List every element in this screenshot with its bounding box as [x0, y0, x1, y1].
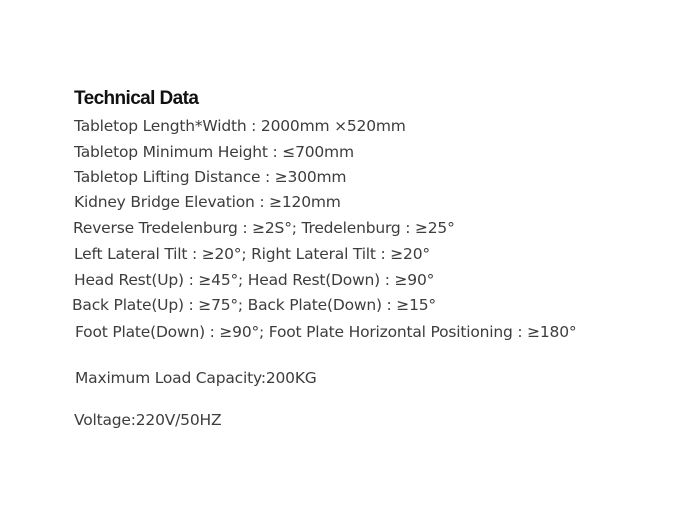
spec-foot-plate: Foot Plate(Down) : ≥90°; Foot Plate Horizontal Positioning : ≥180° [75, 323, 577, 341]
section-title: Technical Data [74, 88, 199, 109]
spec-lifting-distance: Tabletop Lifting Distance : ≥300mm [74, 168, 347, 186]
spec-tabletop-size: Tabletop Length*Width : 2000mm ×520mm [74, 117, 406, 135]
spec-back-plate: Back Plate(Up) : ≥75°; Back Plate(Down) : ≥15° [72, 296, 436, 314]
spec-head-rest: Head Rest(Up) : ≥45°; Head Rest(Down) : ≥90° [74, 271, 435, 289]
spec-lateral-tilt: Left Lateral Tilt : ≥20°; Right Lateral Tilt : ≥20° [74, 245, 430, 263]
spec-tredelenburg: Reverse Tredelenburg : ≥2S°; Tredelenburg : ≥25° [73, 219, 455, 237]
spec-voltage: Voltage:220V/50HZ [74, 411, 222, 429]
spec-load-capacity: Maximum Load Capacity:200KG [75, 369, 317, 387]
spec-kidney-bridge: Kidney Bridge Elevation : ≥120mm [74, 193, 341, 211]
spec-minimum-height: Tabletop Minimum Height : ≤700mm [74, 143, 354, 161]
